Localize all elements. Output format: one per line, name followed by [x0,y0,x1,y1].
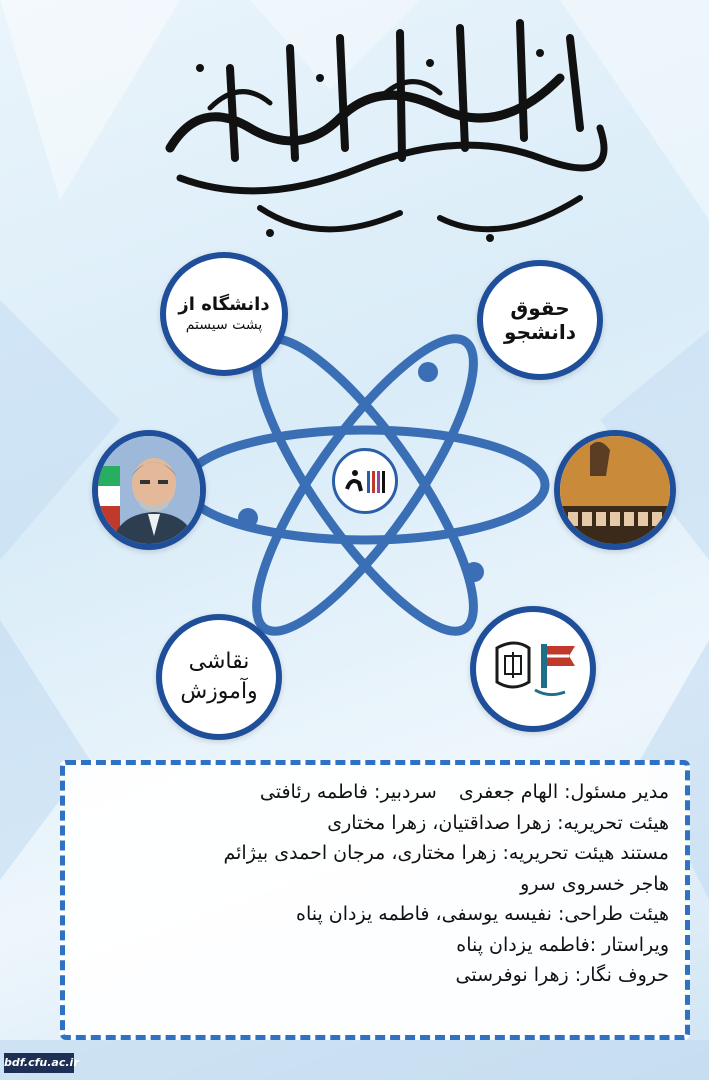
circle-title: نقاشی [188,649,250,674]
ashraf-logo-icon [341,461,389,501]
circle-title: دانشگاه از [178,294,270,315]
student-poster-image [560,436,670,544]
circle-portrait[interactable] [92,430,206,550]
circle-title: حقوق دانشجو [504,296,576,344]
watermark-label: bdf.cfu.ac.ir [4,1053,74,1073]
center-logo [332,448,398,514]
circle-student-rights[interactable] [477,260,603,380]
credits-line-editor: ویراستار :فاطمه یزدان پناه [456,933,669,956]
credits-manager: مدیر مسئول: الهام جعفری [458,781,669,803]
credits-box [60,760,690,1040]
university-logos-icon [485,634,581,704]
credits-editor-in-chief: سردبیر: فاطمه رئافتی [259,781,437,803]
credits-line-design-board: هیئت طراحی: نفیسه یوسفی، فاطمه یزدان پناه [295,903,669,925]
credits-line-documentary-board: مستند هیئت تحریریه: زهرا مختاری، مرجان احمدی بیژائم [223,842,669,864]
bismillah-calligraphy [140,8,620,258]
credits-line-documentary-board-cont: هاجر خسروی سرو [520,872,669,895]
circle-student-poster[interactable] [554,430,676,550]
credits-line-manager [81,777,669,808]
circle-university-behind-system[interactable] [160,252,288,376]
circle-subtitle: پشت سیستم [185,317,263,333]
circle-subtitle: وآموزش [180,679,258,704]
circle-university-logos[interactable] [470,606,596,732]
circle-painting-education[interactable] [156,614,282,740]
credits-line-typesetter: حروف نگار: زهرا نوفرستی [455,964,669,986]
credits-line-editorial-board: هیئت تحریریه: زهرا صداقتیان، زهرا مختاری [327,811,669,834]
portrait-photo [98,436,200,544]
